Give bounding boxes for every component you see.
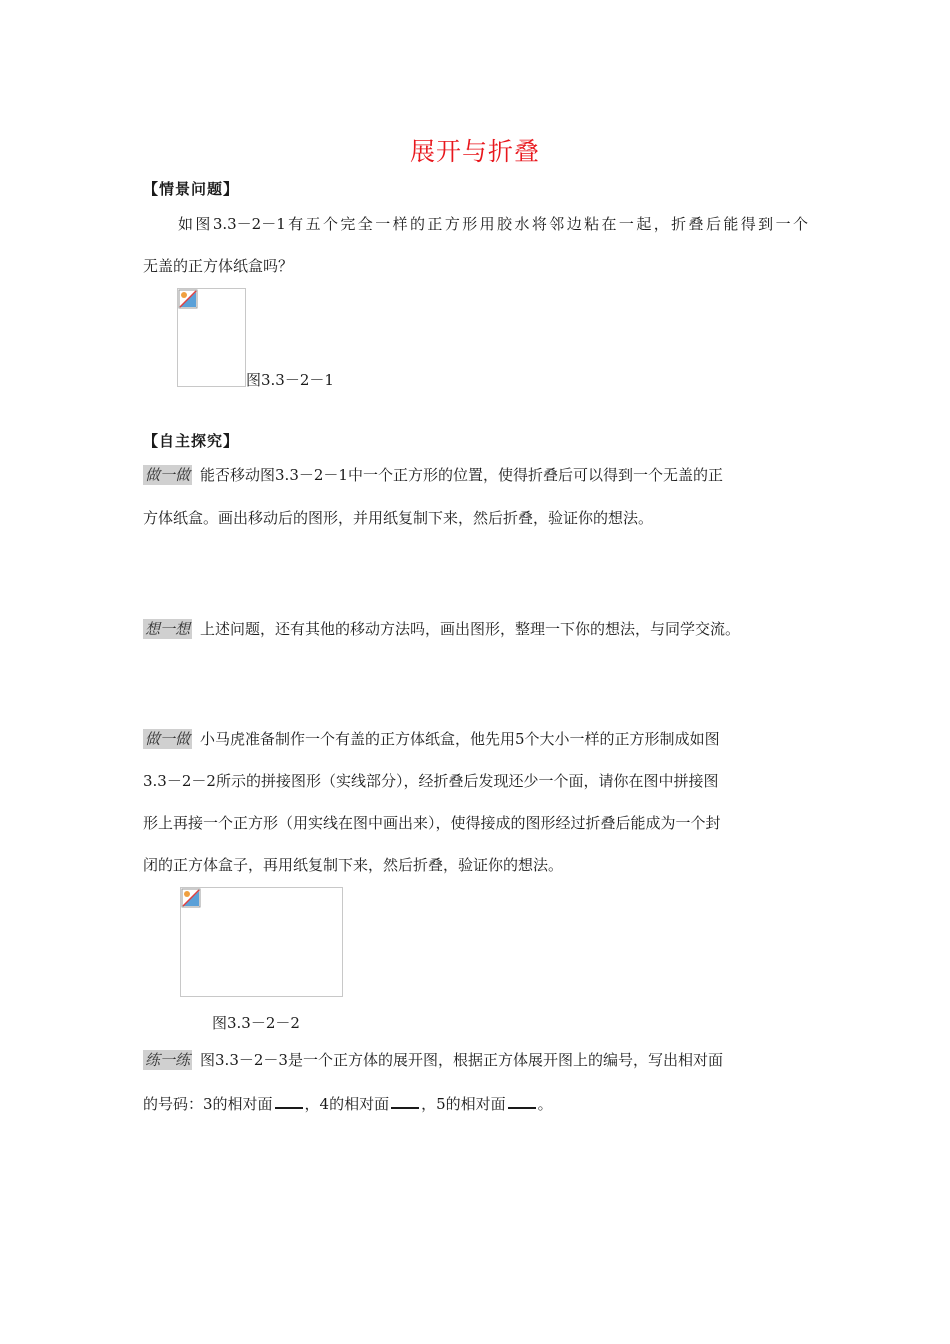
task-label: 做一做	[145, 730, 191, 748]
paragraph-line: 3.3－2－2所示的拼接图形（实线部分），经折叠后发现还少一个面，请你在图中拼接图	[143, 772, 719, 790]
task-line-4	[143, 1050, 808, 1070]
answer-blank-5[interactable]	[508, 1092, 536, 1109]
task-text: 能否移动图3.3－2－1中一个正方形的位置，使得折叠后可以得到一个无盖的正	[200, 466, 723, 484]
task-label: 做一做	[145, 466, 191, 484]
task-line-2	[143, 619, 808, 639]
task-text: 上述问题，还有其他的移动方法吗，画出图形，整理一下你的想法，与同学交流。	[200, 620, 741, 638]
task-text: 图3.3－2－3是一个正方体的展开图，根据正方体展开图上的编号，写出相对面	[200, 1051, 723, 1069]
task-label: 练一练	[145, 1051, 191, 1069]
broken-image-icon	[181, 888, 201, 908]
fill-in-line	[143, 1092, 808, 1114]
fill-text: 的号码：3的相对面	[143, 1095, 273, 1113]
page-title: 展开与折叠	[409, 137, 540, 166]
section-heading-scenario: 【情景问题】	[143, 180, 240, 198]
figure-image-placeholder	[180, 887, 343, 997]
figure-image-placeholder	[177, 288, 246, 387]
figure-caption: 图3.3－2－1	[246, 371, 334, 389]
task-line-1	[143, 465, 808, 485]
broken-image-icon	[178, 289, 198, 309]
paragraph-line: 无盖的正方体纸盒吗？	[143, 257, 294, 275]
fill-text: 。	[537, 1095, 553, 1113]
task-text: 小马虎准备制作一个有盖的正方体纸盒，他先用5个大小一样的正方形制成如图	[200, 730, 720, 748]
fill-text: ，4的相对面	[304, 1095, 390, 1113]
answer-blank-3[interactable]	[275, 1092, 303, 1109]
figure-caption: 图3.3－2－2	[212, 1014, 300, 1032]
fill-text: ，5的相对面	[421, 1095, 506, 1113]
paragraph-line: 形上再接一个正方形（用实线在图中画出来），使得接成的图形经过折叠后能成为一个封	[143, 814, 721, 832]
section-heading-explore: 【自主探究】	[143, 432, 240, 450]
paragraph-line: 闭的正方体盒子，再用纸复制下来，然后折叠，验证你的想法。	[143, 856, 564, 874]
task-line-3	[143, 729, 808, 749]
paragraph-line: 如图3.3－2－1有五个完全一样的正方形用胶水将邻边粘在一起，折叠后能得到一个	[178, 215, 808, 233]
paragraph-line: 方体纸盒。画出移动后的图形，并用纸复制下来，然后折叠，验证你的想法。	[143, 509, 654, 527]
answer-blank-4[interactable]	[391, 1092, 419, 1109]
task-label: 想一想	[145, 620, 191, 638]
